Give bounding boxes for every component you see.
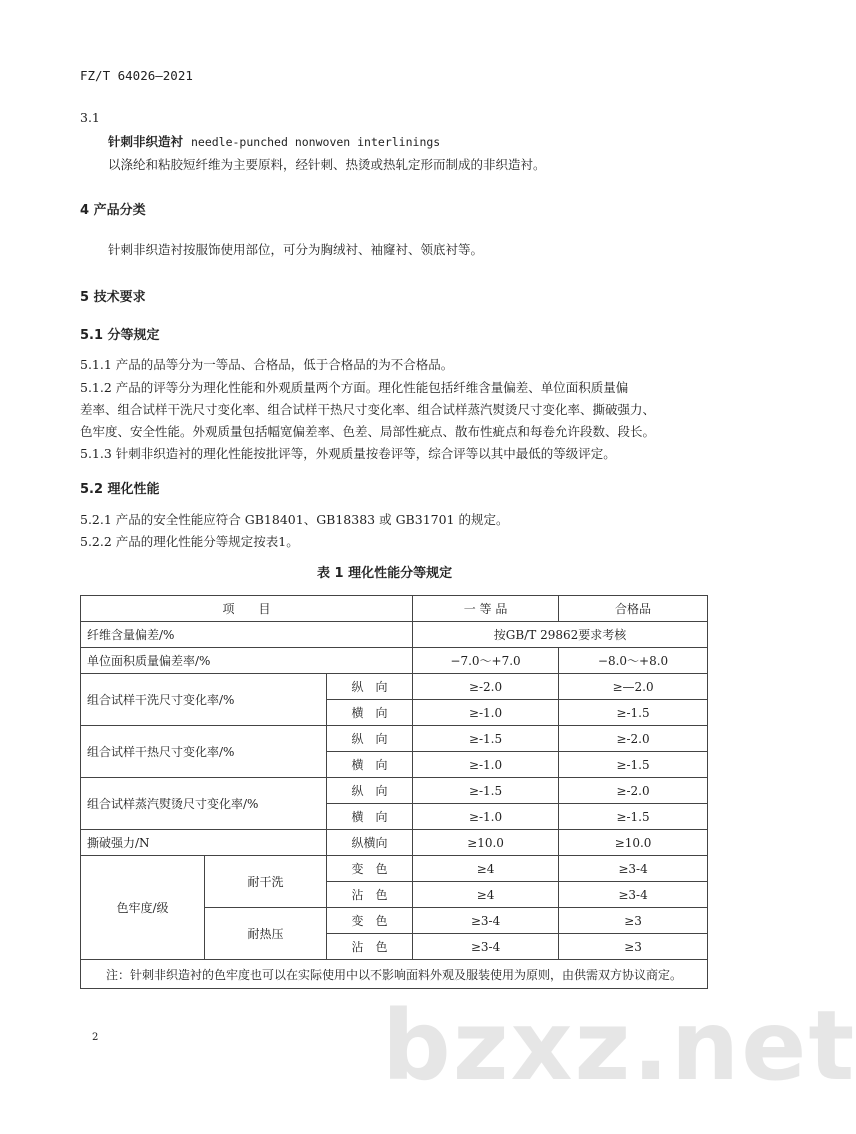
paragraph-5-2-2: 5.2.2 产品的理化性能分等规定按表1。 bbox=[80, 534, 299, 549]
watermark: bzxz.net bbox=[382, 990, 856, 1102]
mass-label: 单位面积质量偏差率/% bbox=[81, 648, 413, 674]
dryheat-label: 组合试样干热尺寸变化率/% bbox=[81, 726, 327, 778]
table-row bbox=[81, 622, 708, 648]
colorfastness-heatpress-stain: 沾 色 bbox=[327, 934, 413, 960]
hp-stain-qualified: ≥3 bbox=[559, 934, 708, 960]
paragraph-5-1-2-line1: 5.1.2 产品的评等分为理化性能和外观质量两个方面。理化性能包括纤维含量偏差、单位面积质量偏 bbox=[80, 380, 629, 395]
paragraph-5-1-2-line3: 色牢度、安全性能。外观质量包括幅宽偏差率、色差、局部性疵点、散布性疵点和每卷允许段数、段长。 bbox=[80, 424, 656, 439]
tear-direction: 纵横向 bbox=[327, 830, 413, 856]
table-row bbox=[81, 674, 708, 700]
hp-change-first-grade: ≥3-4 bbox=[413, 908, 559, 934]
dryheat-weft-qualified: ≥-1.5 bbox=[559, 752, 708, 778]
physical-chemical-properties-table bbox=[80, 595, 708, 989]
dryclean-weft-qualified: ≥-1.5 bbox=[559, 700, 708, 726]
table-row bbox=[81, 726, 708, 752]
paragraph-5-1-2-line2: 差率、组合试样干洗尺寸变化率、组合试样干热尺寸变化率、组合试样蒸汽熨烫尺寸变化率、撕破强力、 bbox=[80, 402, 656, 417]
tear-first-grade: ≥10.0 bbox=[413, 830, 559, 856]
steam-weft-qualified: ≥-1.5 bbox=[559, 804, 708, 830]
mass-first-grade: −7.0～+7.0 bbox=[413, 648, 559, 674]
dryclean-label: 组合试样干洗尺寸变化率/% bbox=[81, 674, 327, 726]
term-english: needle-punched nonwoven interlinings bbox=[190, 135, 441, 149]
dryheat-weft-first-grade: ≥-1.0 bbox=[413, 752, 559, 778]
table-caption: 表 1 理化性能分等规定 bbox=[317, 566, 453, 581]
hp-change-qualified: ≥3 bbox=[559, 908, 708, 934]
table-note-row bbox=[81, 960, 708, 989]
dc-stain-first-grade: ≥4 bbox=[413, 882, 559, 908]
colorfastness-dryclean-change: 变 色 bbox=[327, 856, 413, 882]
section-heading-4: 4 产品分类 bbox=[80, 203, 146, 218]
steam-weft: 横 向 bbox=[327, 804, 413, 830]
paragraph-5-1-1: 5.1.1 产品的品等分为一等品、合格品，低于合格品的为不合格品。 bbox=[80, 357, 454, 372]
dryheat-weft: 横 向 bbox=[327, 752, 413, 778]
paragraph-5-2-1: 5.2.1 产品的安全性能应符合 GB18401、GB18383 或 GB31701 的规定。 bbox=[80, 512, 509, 527]
colorfastness-label: 色牢度/级 bbox=[81, 856, 205, 960]
dryheat-warp-qualified: ≥-2.0 bbox=[559, 726, 708, 752]
colorfastness-dryclean: 耐干洗 bbox=[205, 856, 327, 908]
tear-label: 撕破强力/N bbox=[81, 830, 327, 856]
dc-change-first-grade: ≥4 bbox=[413, 856, 559, 882]
term-entry bbox=[108, 132, 440, 150]
header-first-grade: 一 等 品 bbox=[413, 596, 559, 622]
section-heading-5: 5 技术要求 bbox=[80, 290, 146, 305]
paragraph-5-1-3: 5.1.3 针刺非织造衬的理化性能按批评等，外观质量按卷评等，综合评等以其中最低的等级评定。 bbox=[80, 446, 616, 461]
table-row bbox=[81, 856, 708, 882]
term-chinese: 针刺非织造衬 bbox=[108, 134, 184, 149]
dc-change-qualified: ≥3-4 bbox=[559, 856, 708, 882]
section-heading-5-2: 5.2 理化性能 bbox=[80, 482, 160, 497]
header-qualified-grade: 合格品 bbox=[559, 596, 708, 622]
term-definition: 以涤纶和粘胶短纤维为主要原料，经针刺、热烫或热轧定形而制成的非织造衬。 bbox=[108, 157, 546, 172]
steam-warp: 纵 向 bbox=[327, 778, 413, 804]
dryclean-warp-first-grade: ≥-2.0 bbox=[413, 674, 559, 700]
dc-stain-qualified: ≥3-4 bbox=[559, 882, 708, 908]
section-number: 3.1 bbox=[80, 110, 100, 125]
section-heading-5-1: 5.1 分等规定 bbox=[80, 328, 160, 343]
mass-qualified: −8.0～+8.0 bbox=[559, 648, 708, 674]
tear-qualified: ≥10.0 bbox=[559, 830, 708, 856]
dryclean-warp-qualified: ≥—2.0 bbox=[559, 674, 708, 700]
header-item: 项 目 bbox=[81, 596, 413, 622]
section-4-text: 针刺非织造衬按服饰使用部位，可分为胸绒衬、袖窿衬、领底衬等。 bbox=[108, 242, 484, 257]
colorfastness-heatpress: 耐热压 bbox=[205, 908, 327, 960]
fiber-label: 纤维含量偏差/% bbox=[81, 622, 413, 648]
steam-label: 组合试样蒸汽熨烫尺寸变化率/% bbox=[81, 778, 327, 830]
dryclean-warp: 纵 向 bbox=[327, 674, 413, 700]
fiber-value: 按GB/T 29862要求考核 bbox=[413, 622, 708, 648]
table-row bbox=[81, 830, 708, 856]
colorfastness-dryclean-stain: 沾 色 bbox=[327, 882, 413, 908]
colorfastness-heatpress-change: 变 色 bbox=[327, 908, 413, 934]
dryclean-weft: 横 向 bbox=[327, 700, 413, 726]
hp-stain-first-grade: ≥3-4 bbox=[413, 934, 559, 960]
table-note: 注：针刺非织造衬的色牢度也可以在实际使用中以不影响面料外观及服装使用为原则，由供需双方协议商定。 bbox=[81, 960, 708, 989]
document-code: FZ/T 64026—2021 bbox=[80, 68, 193, 83]
steam-weft-first-grade: ≥-1.0 bbox=[413, 804, 559, 830]
steam-warp-first-grade: ≥-1.5 bbox=[413, 778, 559, 804]
table-row bbox=[81, 778, 708, 804]
steam-warp-qualified: ≥-2.0 bbox=[559, 778, 708, 804]
dryclean-weft-first-grade: ≥-1.0 bbox=[413, 700, 559, 726]
dryheat-warp: 纵 向 bbox=[327, 726, 413, 752]
page-number: 2 bbox=[92, 1032, 99, 1043]
table-header-row bbox=[81, 596, 708, 622]
table-row bbox=[81, 648, 708, 674]
dryheat-warp-first-grade: ≥-1.5 bbox=[413, 726, 559, 752]
